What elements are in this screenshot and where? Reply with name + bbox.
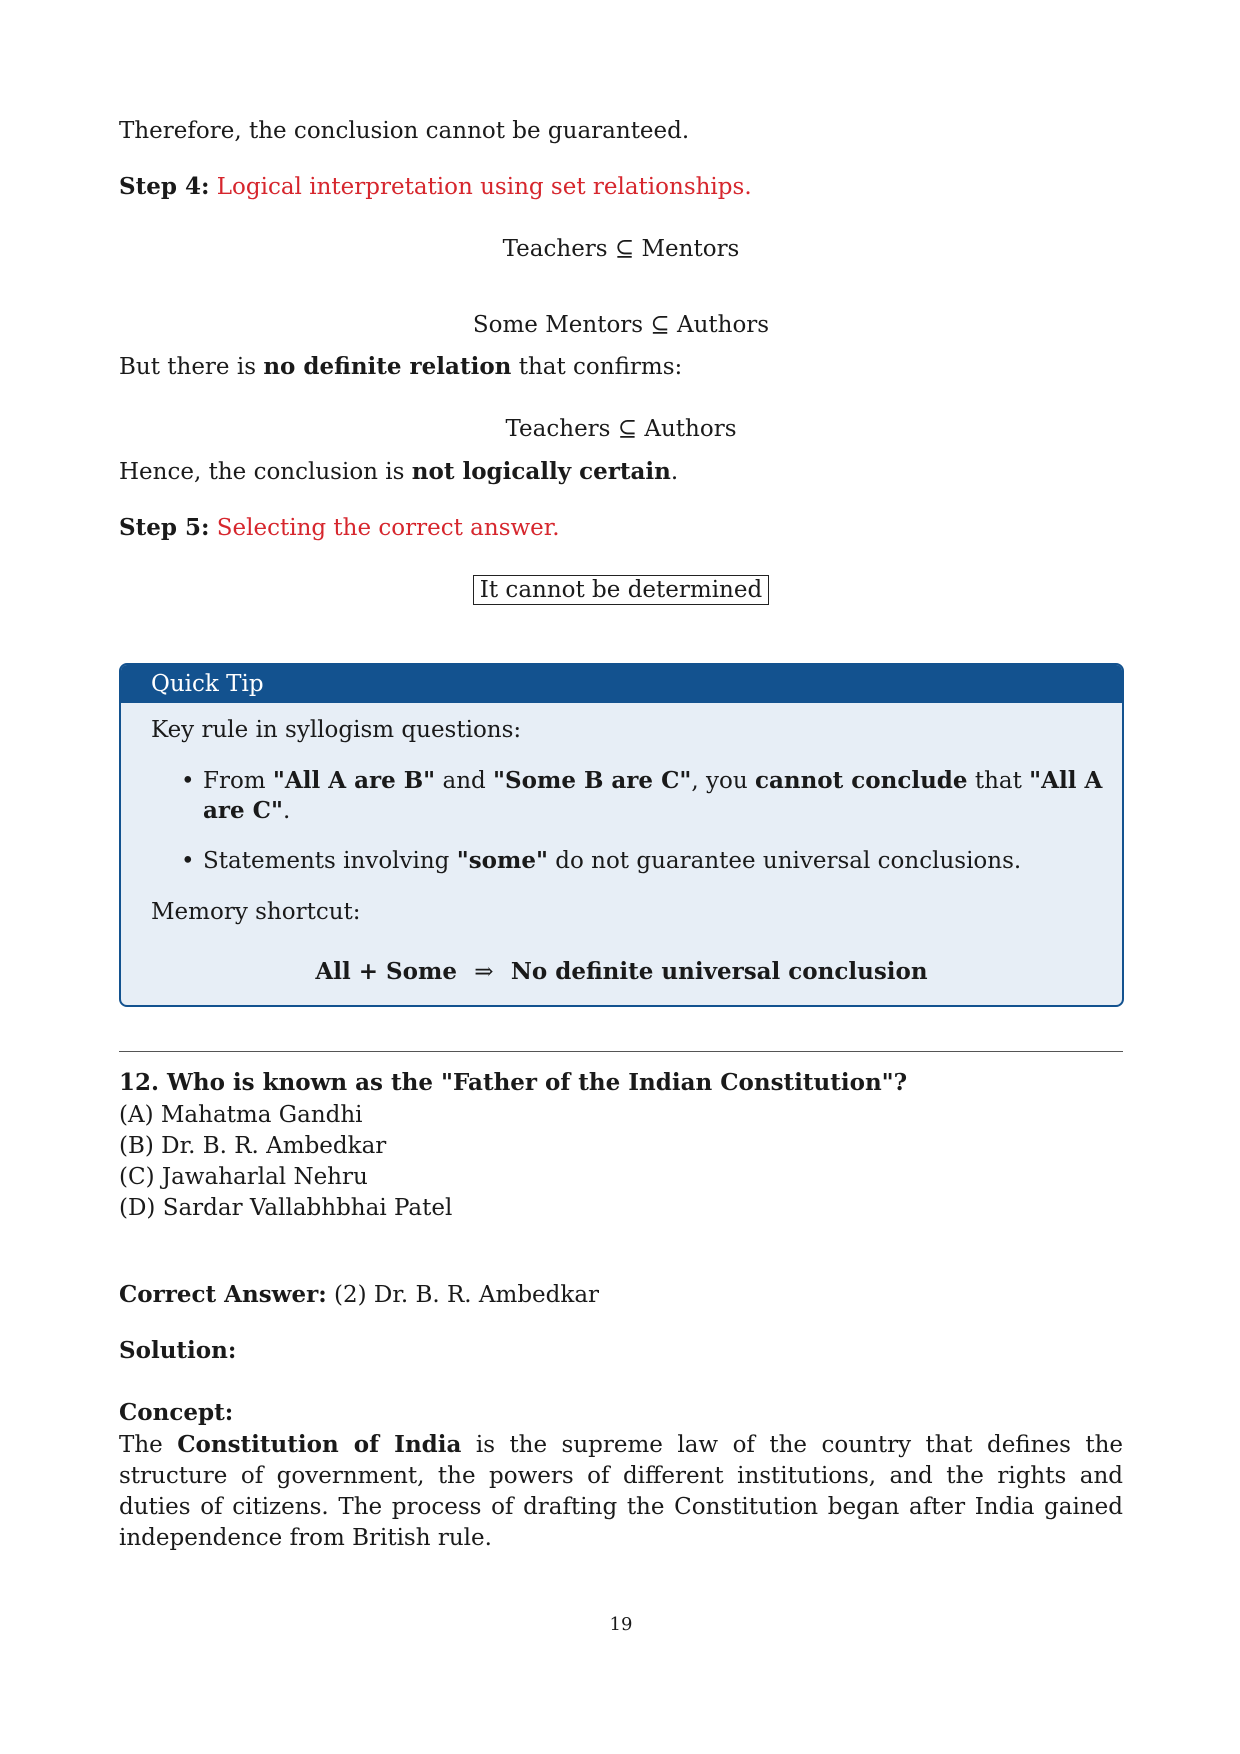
- option-a: (A) Mahatma Gandhi: [119, 1102, 363, 1128]
- section-divider: [119, 1051, 1123, 1052]
- hence-bold: not logically certain: [411, 458, 671, 485]
- option-b: (B) Dr. B. R. Ambedkar: [119, 1133, 387, 1159]
- boxed-answer-wrap: [119, 575, 1123, 605]
- concept-pre: The: [119, 1432, 178, 1458]
- no-relation-bold: no definite relation: [263, 353, 512, 380]
- no-relation-pre: But there is: [119, 354, 264, 380]
- concept-bold: Constitution of India: [177, 1431, 462, 1458]
- no-relation-line: [119, 352, 682, 382]
- boxed-answer: It cannot be determined: [473, 575, 769, 605]
- memory-shortcut-label: Memory shortcut:: [151, 899, 361, 925]
- quick-tip-title: Quick Tip: [121, 665, 1122, 703]
- b2-t2: do not guarantee universal conclusions.: [547, 848, 1022, 874]
- b1-b4b: are C": [203, 797, 283, 824]
- concept-label: Concept:: [119, 1399, 234, 1426]
- relation-teachers-authors: Teachers ⊆ Authors: [505, 416, 737, 442]
- b1-t3: , you: [691, 768, 755, 794]
- correct-answer-label: Correct Answer:: [119, 1281, 327, 1308]
- hence-pre: Hence, the conclusion is: [119, 459, 412, 485]
- implies-arrow-icon: ⇒: [474, 959, 494, 985]
- b1-b4a: "All A: [1029, 767, 1103, 794]
- b1-b1: "All A are B": [272, 767, 436, 794]
- quick-tip-bullet-1-line1: [203, 766, 1102, 796]
- solution-label: Solution:: [119, 1337, 237, 1364]
- option-d: (D) Sardar Vallabhbhai Patel: [119, 1195, 453, 1221]
- formula-right: No definite universal conclusion: [510, 958, 928, 985]
- step4-heading: [119, 172, 752, 202]
- formula-left: All + Some: [315, 958, 457, 985]
- correct-answer-line: [119, 1280, 599, 1310]
- quick-tip-intro: Key rule in syllogism questions:: [151, 717, 522, 743]
- quick-tip-bullet-1-line2: [203, 796, 290, 826]
- b2-b1: "some": [456, 847, 548, 874]
- hence-post: .: [670, 459, 679, 485]
- bullet-dot: •: [181, 768, 195, 794]
- b1-t4: that: [967, 768, 1030, 794]
- relation-teachers-mentors: Teachers ⊆ Mentors: [502, 236, 740, 262]
- no-relation-post: that confirms:: [511, 354, 683, 380]
- b1-t2: and: [435, 768, 494, 794]
- b1-b3: cannot conclude: [754, 767, 968, 794]
- b2-t1: Statements involving: [203, 848, 457, 874]
- relation-some-mentors-authors: Some Mentors ⊆ Authors: [472, 312, 770, 338]
- page-number: 19: [609, 1614, 633, 1635]
- bullet-dot: •: [181, 848, 195, 874]
- option-c: (C) Jawaharlal Nehru: [119, 1164, 368, 1190]
- hence-line: [119, 457, 678, 487]
- correct-answer-value: (2) Dr. B. R. Ambedkar: [334, 1282, 600, 1308]
- step5-label: Step 5:: [119, 514, 210, 541]
- quick-tip-box: [119, 663, 1124, 1007]
- quick-tip-bullet-2: [203, 846, 1021, 876]
- step4-title: Logical interpretation using set relationships.: [216, 174, 752, 200]
- concept-paragraph: [119, 1429, 1123, 1554]
- intro-line: Therefore, the conclusion cannot be guaranteed.: [119, 118, 690, 144]
- b1-t5: .: [282, 798, 291, 824]
- question-text: 12. Who is known as the "Father of the Indian Constitution"?: [119, 1069, 908, 1096]
- b1-t1: From: [203, 768, 273, 794]
- b1-b2: "Some B are C": [493, 767, 692, 794]
- memory-formula: [121, 957, 1122, 987]
- concept-post: is the supreme law of the country that defines the structure of government, the powers of different institutions, and the rights and duties of citizens. The process of drafting the Constitution began after India gained independence from British rule.: [119, 1432, 1123, 1551]
- step5-heading: [119, 513, 560, 543]
- step4-label: Step 4:: [119, 173, 210, 200]
- step5-title: Selecting the correct answer.: [216, 515, 560, 541]
